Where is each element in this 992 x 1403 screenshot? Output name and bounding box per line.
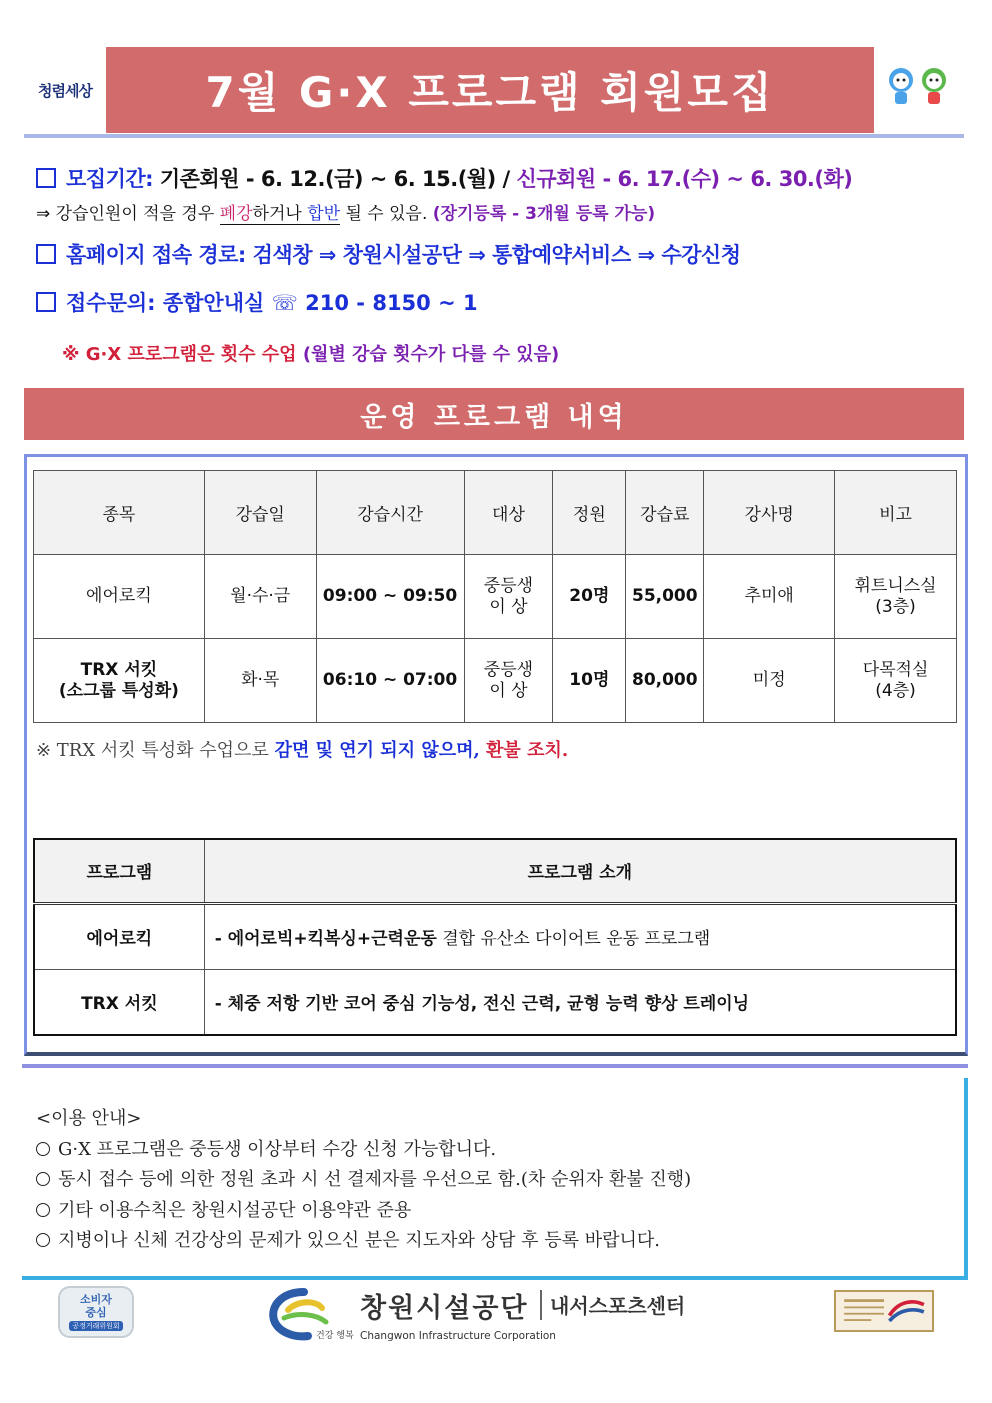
- checkbox-icon: [36, 244, 56, 264]
- program-description: - 체중 저항 기반 코어 중심 기능성, 전신 근력, 균형 능력 향상 트레이닝: [204, 969, 956, 1035]
- mascot-icon: [884, 64, 954, 108]
- header-divider: [24, 134, 964, 138]
- fee: 80,000: [626, 639, 704, 723]
- circle-bullet-icon: [36, 1203, 50, 1217]
- class-days: 화·목: [204, 639, 316, 723]
- checkbox-icon: [36, 168, 56, 188]
- usage-divider: [22, 1064, 968, 1068]
- circle-bullet-icon: [36, 1142, 50, 1156]
- program-intro-table: [33, 838, 957, 1036]
- certification-badge-icon: [834, 1290, 934, 1332]
- target: 중등생 이 상: [464, 639, 553, 723]
- consumer-centered-seal: 소비자 중심 공정거래위원회: [58, 1286, 134, 1338]
- program-name: 에어로킥: [34, 903, 204, 969]
- class-days: 월·수·금: [204, 555, 316, 639]
- session-note: ※ G·X 프로그램은 횟수 수업 (월별 강습 횟수가 다를 수 있음): [62, 344, 560, 365]
- location: 휘트니스실 (3층): [835, 555, 957, 639]
- table-row: [34, 969, 956, 1035]
- table-row: [34, 639, 957, 723]
- class-time: 09:00 ~ 09:50: [316, 555, 464, 639]
- circle-bullet-icon: [36, 1172, 50, 1186]
- recruit-period: 모집기간: 기존회원 - 6. 12.(금) ~ 6. 15.(월) / 신규회원 - 6. 17.(수) ~ 6. 30.(화): [36, 163, 852, 193]
- target: 중등생 이 상: [464, 555, 553, 639]
- capacity: 20명: [553, 555, 626, 639]
- capacity: 10명: [553, 639, 626, 723]
- checkbox-icon: [36, 292, 56, 312]
- class-time: 06:10 ~ 07:00: [316, 639, 464, 723]
- page-title: 7월 G·X 프로그램 회원모집: [205, 68, 775, 117]
- inquiry: 접수문의: 종합안내실 ☏ 210 - 8150 ~ 1: [36, 287, 478, 317]
- program-name: TRX 서킷 (소그룹 특성화): [34, 639, 205, 723]
- usage-title: <이용 안내>: [36, 1108, 142, 1129]
- corporation-logo-icon: [264, 1286, 354, 1344]
- instructor: 추미애: [704, 555, 835, 639]
- usage-guide: [36, 1104, 691, 1257]
- header-cell: 비고: [835, 471, 957, 555]
- table-header-row: [34, 471, 957, 555]
- instructor: 미정: [704, 639, 835, 723]
- svg-text:건강 행복: 건강 행복: [316, 1331, 354, 1341]
- footer-divider: [540, 1290, 542, 1320]
- program-description: - 에어로빅+킥복싱+근력운동 결합 유산소 다이어트 운동 프로그램: [204, 903, 956, 969]
- list-item: 기타 이용수칙은 창원시설공단 이용약관 준용: [36, 1196, 691, 1227]
- table-row: [34, 555, 957, 639]
- trx-note: ※ TRX 서킷 특성화 수업으로 감면 및 연기 되지 않으며, 환불 조치.: [36, 740, 569, 761]
- center-name: 내서스포츠센터: [550, 1294, 686, 1318]
- header-cell: 정원: [553, 471, 626, 555]
- schedule-table: [33, 470, 957, 723]
- corporation-name: 창원시설공단: [360, 1293, 529, 1324]
- header-cell: 강습시간: [316, 471, 464, 555]
- header-cell: 프로그램: [34, 839, 204, 903]
- header-cell: 종목: [34, 471, 205, 555]
- header-cell: 강사명: [704, 471, 835, 555]
- section-banner: [24, 388, 964, 440]
- homepage-path: 홈페이지 접속 경로: 검색창 ⇒ 창원시설공단 ⇒ 통합예약서비스 ⇒ 수강신청: [36, 239, 741, 269]
- location: 다목적실 (4층): [835, 639, 957, 723]
- section-title: 운영 프로그램 내역: [360, 401, 628, 433]
- corporation-english-name: Changwon Infrastructure Corporation: [360, 1330, 556, 1342]
- title-banner: [106, 47, 874, 133]
- program-name: TRX 서킷: [34, 969, 204, 1035]
- header-cell: 대상: [464, 471, 553, 555]
- header-cell: 강습일: [204, 471, 316, 555]
- table-header-row: [34, 839, 956, 903]
- class-notice: ⇒ 강습인원이 적을 경우 폐강하거나 합반 될 수 있음. (장기등록 - 3개월 등록 가능): [36, 204, 656, 224]
- list-item: 지병이나 신체 건강상의 문제가 있으신 분은 지도자와 상담 후 등록 바랍니다.: [36, 1226, 691, 1257]
- fee: 55,000: [626, 555, 704, 639]
- header-cell: 강습료: [626, 471, 704, 555]
- circle-bullet-icon: [36, 1233, 50, 1247]
- list-item: 동시 접수 등에 의한 정원 초과 시 선 결제자를 우선으로 함.(차 순위자 환불 진행): [36, 1165, 691, 1196]
- header-cell: 프로그램 소개: [204, 839, 956, 903]
- program-name: 에어로킥: [34, 555, 205, 639]
- table-row: [34, 903, 956, 969]
- list-item: G·X 프로그램은 중등생 이상부터 수강 신청 가능합니다.: [36, 1135, 691, 1166]
- clean-world-logo: 청렴세상: [38, 81, 92, 100]
